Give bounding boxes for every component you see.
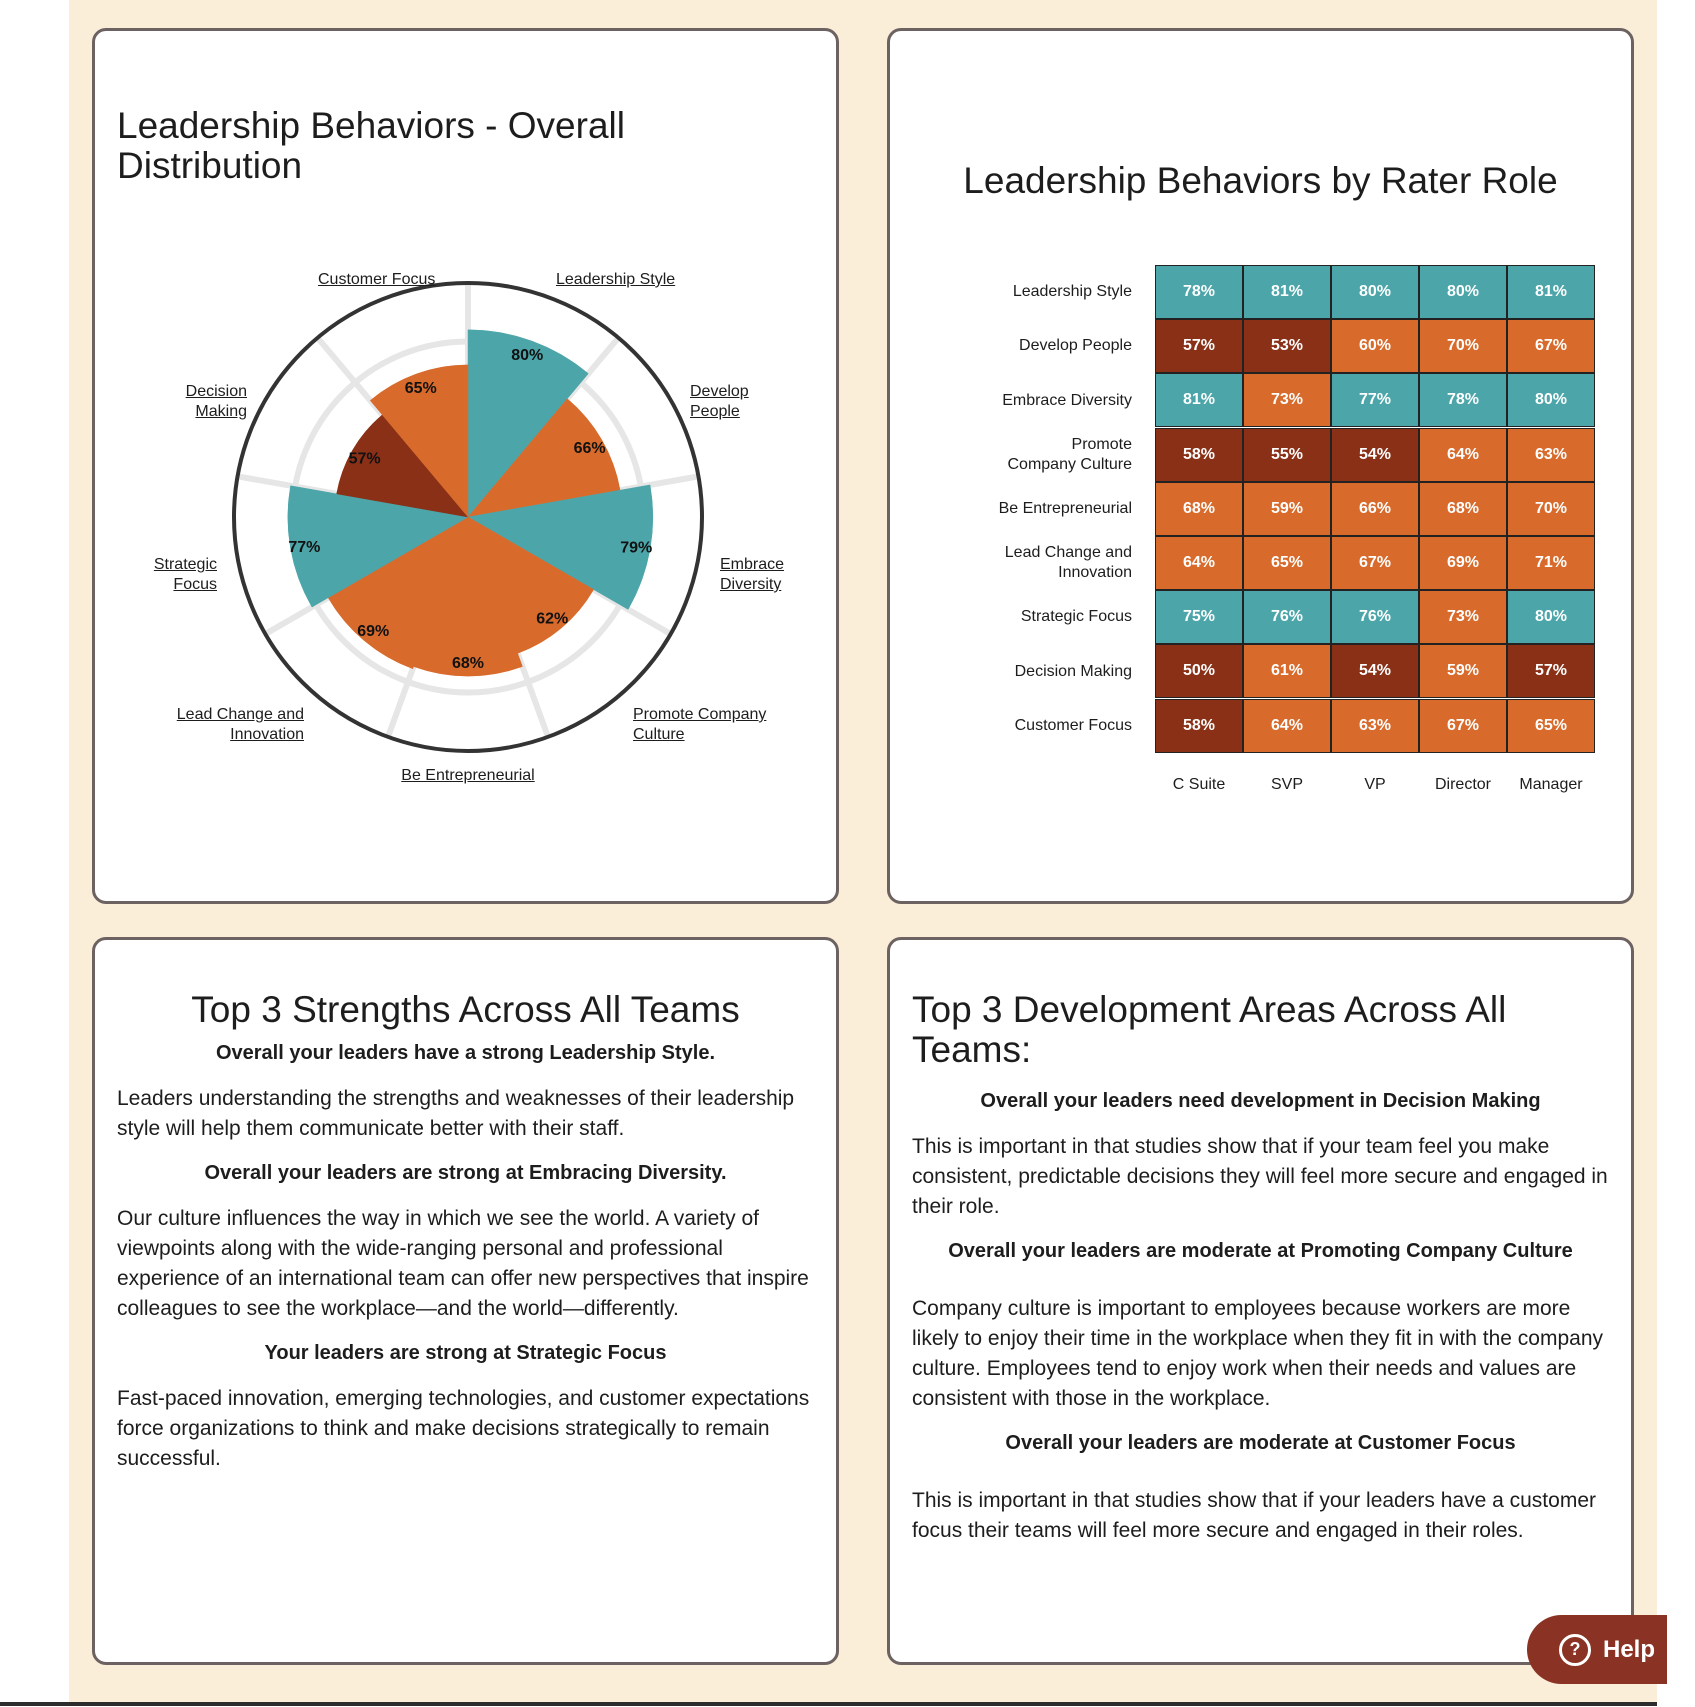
heatmap-cell: 77% <box>1331 373 1419 427</box>
row-label: Lead Change and Innovation <box>1004 544 1132 582</box>
overall-distribution-card <box>92 28 839 904</box>
heatmap-cell: 65% <box>1507 699 1595 753</box>
heatmap-cell: 58% <box>1155 428 1243 482</box>
help-label: Help <box>1603 1635 1656 1663</box>
category-link-develop-people[interactable]: Develop People <box>690 383 749 420</box>
heatmap-cell: 57% <box>1507 644 1595 698</box>
heatmap-cell: 71% <box>1507 536 1595 590</box>
heatmap-cell: 64% <box>1419 428 1507 482</box>
row-label: Customer Focus <box>1014 716 1132 734</box>
heatmap-cell: 66% <box>1331 482 1419 536</box>
heatmap-cell: 50% <box>1155 644 1243 698</box>
heatmap-cell: 70% <box>1507 482 1595 536</box>
development-heading: Overall your leaders need development in Decision Making <box>980 1090 1541 1112</box>
heatmap-cell: 67% <box>1331 536 1419 590</box>
column-label: SVP <box>1270 776 1303 793</box>
heatmap-cell: 55% <box>1243 428 1331 482</box>
heatmap-cell: 59% <box>1419 644 1507 698</box>
strength-heading: Overall your leaders are strong at Embracing Diversity. <box>204 1162 727 1184</box>
strength-body: Our culture influences the way in which we see the world. A variety of viewpoints along with the wide-ranging personal and professional experience of an international team can offer new perspectives that inspire colleagues to see the workplace—and the world—differently. <box>117 1207 809 1320</box>
development-body: This is important in that studies show that if your team feel you make consistent, predictable decisions they will feel more secure and engaged in their role. <box>912 1135 1608 1218</box>
development-card <box>887 937 1634 1665</box>
heatmap-cell: 65% <box>1243 536 1331 590</box>
strength-heading: Your leaders are strong at Strategic Focus <box>264 1342 667 1364</box>
heatmap-cell: 76% <box>1331 590 1419 644</box>
row-label: Develop People <box>1019 337 1132 355</box>
heatmap-cell: 75% <box>1155 590 1243 644</box>
heatmap-cell: 67% <box>1419 699 1507 753</box>
value-label: 62% <box>536 610 569 628</box>
heatmap-cell: 57% <box>1155 319 1243 373</box>
row-label: Strategic Focus <box>1020 608 1132 626</box>
development-body: Company culture is important to employees because workers are more likely to enjoy their time in the workplace when they fit in with the company culture. Employees tend to enjoy work when their needs and values are consistent with those in the workplace. <box>912 1297 1604 1410</box>
rater-role-card <box>887 28 1634 904</box>
heatmap-cell: 63% <box>1507 428 1595 482</box>
heatmap-cell: 68% <box>1155 482 1243 536</box>
category-link-promote-company-culture[interactable]: Promote Company Culture <box>633 706 767 743</box>
card-title: Leadership Behaviors by Rater Role <box>963 160 1558 201</box>
row-label: Embrace Diversity <box>1002 391 1132 409</box>
column-label: C Suite <box>1172 776 1226 793</box>
heatmap-cell: 80% <box>1331 265 1419 319</box>
heatmap-cell: 67% <box>1507 319 1595 373</box>
category-link-be-entrepreneurial[interactable]: Be Entrepreneurial <box>401 767 535 784</box>
value-label: 66% <box>573 439 606 457</box>
heatmap-cell: 53% <box>1243 319 1331 373</box>
category-link-decision-making[interactable]: Decision Making <box>185 383 247 420</box>
row-label: Be Entrepreneurial <box>998 499 1132 517</box>
value-label: 80% <box>511 347 544 365</box>
heatmap-cell: 59% <box>1243 482 1331 536</box>
value-label: 65% <box>404 380 437 398</box>
column-label: Director <box>1434 776 1491 793</box>
heatmap-cell: 69% <box>1419 536 1507 590</box>
card-title: Leadership Behaviors - Overall Distribution <box>117 105 625 186</box>
value-label: 68% <box>451 655 485 673</box>
card-title: Top 3 Strengths Across All Teams <box>191 989 740 1030</box>
heatmap-cell: 64% <box>1243 699 1331 753</box>
card-title: Top 3 Development Areas Across All Teams: <box>912 989 1507 1070</box>
category-link-leadership-style[interactable]: Leadership Style <box>556 271 676 288</box>
heatmap-cell: 81% <box>1155 373 1243 427</box>
category-link-lead-change-and-innovation[interactable]: Lead Change and Innovation <box>176 706 304 743</box>
heatmap-cell: 80% <box>1507 590 1595 644</box>
heatmap-cell: 73% <box>1243 373 1331 427</box>
heatmap-cell: 80% <box>1507 373 1595 427</box>
heatmap-cell: 61% <box>1243 644 1331 698</box>
column-label: VP <box>1364 776 1386 793</box>
help-button[interactable] <box>1527 1615 1667 1684</box>
value-label: 57% <box>348 450 381 468</box>
heatmap-cell: 58% <box>1155 699 1243 753</box>
heatmap-cell: 78% <box>1419 373 1507 427</box>
heatmap-cell: 73% <box>1419 590 1507 644</box>
row-label: Leadership Style <box>1012 283 1132 301</box>
column-label: Manager <box>1519 776 1583 793</box>
row-label: Decision Making <box>1014 662 1132 680</box>
heatmap-cell: 80% <box>1419 265 1507 319</box>
heatmap-cell: 78% <box>1155 265 1243 319</box>
heatmap-cell: 64% <box>1155 536 1243 590</box>
value-label: 77% <box>288 538 321 556</box>
strength-body: Fast-paced innovation, emerging technologies, and customer expectations force organizations to think and make decisions strategically to remain successful. <box>117 1387 810 1470</box>
category-link-customer-focus[interactable]: Customer Focus <box>318 271 436 288</box>
heatmap-cell: 70% <box>1419 319 1507 373</box>
strength-heading: Overall your leaders have a strong Leadership Style. <box>215 1042 716 1064</box>
development-heading: Overall your leaders are moderate at Customer Focus <box>1005 1432 1516 1454</box>
category-link-strategic-focus[interactable]: Strategic Focus <box>153 556 217 593</box>
category-link-embrace-diversity[interactable]: Embrace Diversity <box>720 556 785 593</box>
value-label: 79% <box>620 539 653 557</box>
heatmap-cell: 81% <box>1507 265 1595 319</box>
heatmap-cell: 54% <box>1331 428 1419 482</box>
development-body: This is important in that studies show that if your leaders have a customer focus their teams will feel more secure and engaged in their roles. <box>912 1489 1596 1542</box>
strengths-card <box>92 937 839 1665</box>
heatmap-cell: 54% <box>1331 644 1419 698</box>
row-label: Promote Company Culture <box>1007 435 1132 473</box>
divider <box>0 1702 1657 1706</box>
heatmap-cell: 63% <box>1331 699 1419 753</box>
heatmap-cell: 68% <box>1419 482 1507 536</box>
heatmap-cell: 81% <box>1243 265 1331 319</box>
heatmap-cell: 76% <box>1243 590 1331 644</box>
strength-body: Leaders understanding the strengths and weaknesses of their leadership style will help them communicate better with their staff. <box>117 1087 795 1140</box>
heatmap-cell: 60% <box>1331 319 1419 373</box>
development-heading: Overall your leaders are moderate at Promoting Company Culture <box>948 1240 1573 1262</box>
value-label: 69% <box>357 622 390 640</box>
question-circle-icon: ? <box>1559 1634 1591 1666</box>
